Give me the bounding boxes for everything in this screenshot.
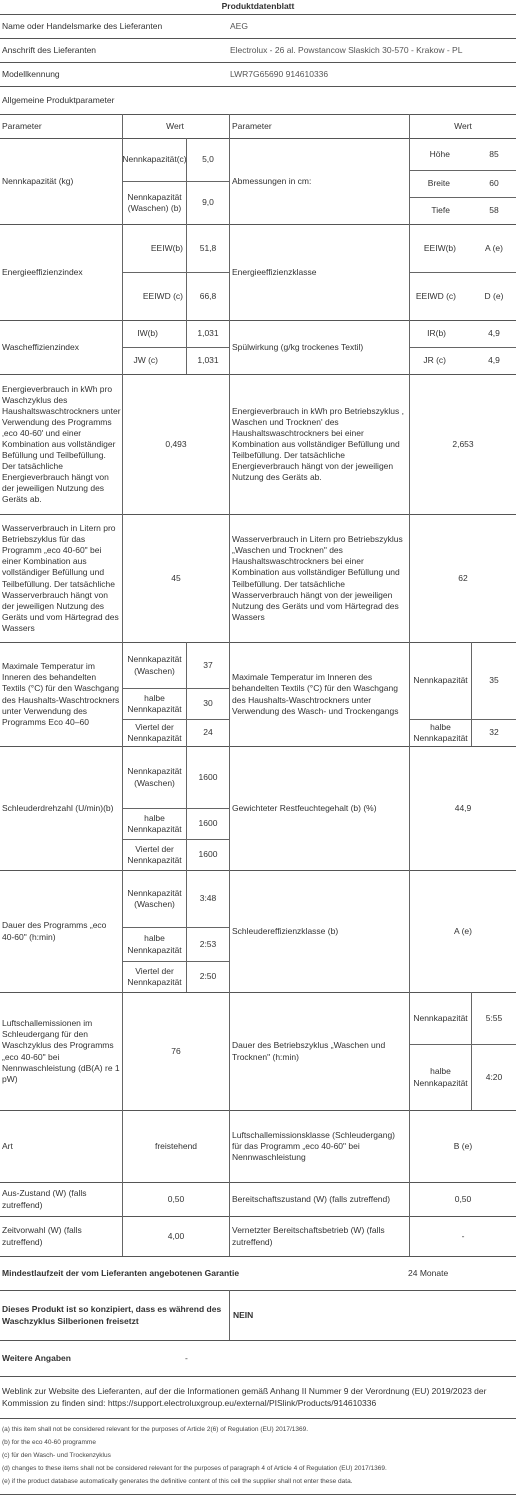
max-temp-wd-a-value: 35 [489, 675, 499, 686]
cycle-duration-a-label: Nennkapazität [413, 1012, 468, 1023]
program-duration-a-label: Nennkapazität (Waschen) [127, 887, 182, 909]
depth-value: 58 [489, 205, 499, 216]
standby-value: 0,50 [454, 1193, 472, 1204]
col-header-param-2: Parameter [232, 120, 272, 131]
dimensions-label: Abmessungen in cm: [232, 175, 312, 186]
col-header-value: Wert [166, 120, 184, 131]
width-value: 60 [489, 178, 499, 189]
more-info-label: Weitere Angaben [2, 1352, 71, 1363]
supplier-address-label: Anschrift des Lieferanten [2, 44, 97, 55]
cycle-duration-b-label: halbe Nennkapazität [413, 1066, 468, 1088]
spin-speed-b-value: 1600 [198, 818, 218, 829]
eei-label: Energieeffizienzindex [2, 266, 83, 277]
max-temp-a-label: Nennkapazität (Waschen) [127, 654, 182, 676]
eekwd-label: EEIWD (c) [415, 290, 456, 301]
energy-consumption-value: 0,493 [165, 438, 187, 449]
iw-label: IW(b) [137, 328, 158, 339]
program-duration-b-value: 2:53 [199, 938, 217, 949]
silver-ions-label: Dieses Produkt ist so konzipiert, dass es während des Waschzyklus Silberionen freisetzt [2, 1304, 222, 1326]
width-label: Breite [427, 178, 450, 189]
max-temp-b-label: halbe Nennkapazität [127, 692, 182, 714]
capacity-b-value: 9,0 [202, 197, 214, 208]
footnote-c: (c) für den Wasch- und Trockenzyklus [2, 1452, 111, 1459]
footnote-d: (d) changes to these items shall not be considered relevant for the purposes of paragraph 4 of Article 4 of Regulation (EU) 2017/1369. [2, 1465, 387, 1472]
wash-efficiency-label: Wascheffizienzindex [2, 341, 80, 352]
program-duration-b-label: halbe Nennkapazität [127, 933, 182, 955]
cycle-duration-b-value: 4:20 [485, 1071, 503, 1082]
jr-label: JR (c) [423, 355, 446, 366]
eeiw-value: 51,8 [199, 242, 217, 253]
model-id: LWR7G65690 914610336 [230, 68, 329, 79]
iw-value: 1,031 [197, 328, 219, 339]
spin-class-value: A (e) [454, 925, 472, 936]
noise-label: Luftschallemissionen im Schleudergang für den Waschzyklus des Programms „eco 40-60" bei Nennwaschleistung (dB(A) re 1 pW) [2, 1018, 120, 1084]
jw-label: JW (c) [133, 355, 158, 366]
off-mode-value: 0,50 [167, 1193, 185, 1204]
rinse-label: Spülwirkung (g/kg trockenes Textil) [232, 341, 364, 352]
capacity-label: Nennkapazität (kg) [2, 175, 74, 186]
col-header-value-2: Wert [454, 120, 472, 131]
footnote-a: (a) this item shall not be considered relevant for the purposes of Article 2(6) of Regulation (EU) 2017/1369. [2, 1426, 309, 1433]
energy-consumption-wd-label: Energieverbrauch in kWh pro Betriebszyklus , Waschen und Trocknen' des Haushaltswaschtrockners bei einer Kombination aus vollständiger Befüllung und Teilbefüllung. Der tatsächliche Energieverbrauch hängt von der jeweiligen Nutzung des Geräts ab. [232, 405, 404, 483]
program-duration-a-value: 3:48 [199, 893, 217, 904]
jr-value: 4,9 [488, 355, 500, 366]
max-temp-c-value: 24 [203, 727, 213, 738]
model-label: Modellkennung [2, 68, 60, 79]
page-title: Produktdatenblatt [221, 1, 295, 11]
supplier-name: AEG [230, 20, 248, 31]
eekw-value: A (e) [485, 242, 503, 253]
col-header-param: Parameter [2, 120, 42, 131]
max-temp-wd-b-label: halbe Nennkapazität [413, 721, 468, 743]
noise-value: 76 [171, 1045, 181, 1056]
depth-label: Tiefe [431, 205, 450, 216]
cycle-duration-a-value: 5:55 [485, 1012, 503, 1023]
water-consumption-wd-label: Wasserverbrauch in Litern pro Betriebszyklus „Waschen und Trocknen" des Haushaltswaschtrockners bei einer Kombination aus vollständiger Befüllung und Teilbefüllung. Der tatsächliche Wasserverbrauch hängt von der jeweiligen Nutzung des Geräts und vom Härtegrad des Wassers [232, 534, 403, 622]
warranty-label: Mindestlaufzeit der vom Lieferanten angebotenen Garantie [2, 1267, 240, 1278]
eeiwd-label: EEIWD (c) [142, 290, 183, 301]
max-temp-wd-label: Maximale Temperatur im Inneren des behandelten Textils (°C) für den Waschgang des Haushalts-Waschtrockners unter Verwendung des Wasch- und Trockengangs [232, 672, 399, 716]
spin-speed-c-value: 1600 [198, 849, 218, 860]
supplier-name-label: Name oder Handelsmarke des Lieferanten [2, 20, 163, 31]
type-label: Art [2, 1140, 13, 1151]
max-temp-wd-a-label: Nennkapazität [413, 675, 468, 686]
eeiw-label: EEIW(b) [150, 242, 183, 253]
eeiwd-value: 66,8 [199, 290, 217, 301]
spin-speed-b-label: halbe Nennkapazität [127, 812, 182, 834]
off-mode-label: Aus-Zustand (W) (falls zutreffend) [2, 1188, 87, 1210]
spin-speed-c-label: Viertel der Nennkapazität [127, 843, 182, 865]
jw-value: 1,031 [197, 355, 219, 366]
residual-moisture-value: 44,9 [454, 802, 472, 813]
energy-class-label: Energieeffizienzklasse [232, 266, 317, 277]
height-label: Höhe [429, 148, 450, 159]
water-consumption-label: Wasserverbrauch in Litern pro Betriebszyklus für das Programm „eco 40-60" bei einer Kombination aus vollständiger Befüllung und Teilbefüllung. Der tatsächliche Wasserverbrauch hängt von der jeweiligen Nutzung des Geräts und vom Härtegrad des Wassers [2, 523, 119, 633]
footnote-b: (b) for the eco 40-60 programme [2, 1439, 96, 1446]
eekw-label: EEIW(b) [423, 242, 456, 253]
capacity-b-label: Nennkapazität (Waschen) (b) [127, 191, 182, 213]
program-duration-c-label: Viertel der Nennkapazität [127, 965, 182, 987]
general-heading: Allgemeine Produktparameter [2, 94, 115, 105]
program-duration-c-value: 2:50 [199, 971, 217, 982]
noise-class-value: B (e) [453, 1140, 473, 1151]
warranty-value: 24 Monate [408, 1267, 449, 1278]
delay-start-value: 4,00 [167, 1230, 185, 1241]
water-consumption-value: 45 [171, 572, 181, 583]
capacity-a-value: 5,0 [202, 154, 214, 165]
ir-value: 4,9 [488, 328, 500, 339]
supplier-weblink[interactable]: Weblink zur Website des Lieferanten, auf der die Informationen gemäß Anhang II Nummer 9 der Verordnung (EU) 2019/2023 der Kommission zu finden sind: https://support.electroluxgroup.eu/external/PISlink/Products/914610336 [2, 1386, 487, 1408]
max-temp-c-label: Viertel der Nennkapazität [127, 721, 182, 743]
spin-speed-label: Schleuderdrehzahl (U/min)(b) [2, 802, 114, 813]
delay-start-label: Zeitvorwahl (W) (falls zutreffend) [2, 1225, 82, 1247]
program-duration-label: Dauer des Programms „eco 40-60" (h:min) [2, 920, 107, 942]
standby-label: Bereitschaftszustand (W) (falls zutreffend) [232, 1193, 391, 1204]
spin-speed-a-value: 1600 [198, 771, 218, 782]
ir-label: IR(b) [427, 328, 446, 339]
max-temp-b-value: 30 [203, 698, 213, 709]
footnote-e: (e) if the product database automatically generates the definitive content of this cell the supplier shall not enter these data. [2, 1478, 353, 1485]
type-value: freistehend [154, 1140, 198, 1151]
noise-class-label: Luftschallemissionsklasse (Schleudergang) für das Programm „eco 40-60" bei Nennwaschleistung [232, 1129, 395, 1163]
supplier-address: Electrolux - 26 al. Powstancow Slaskich 30-570 - Krakow - PL [230, 44, 463, 55]
capacity-a-label: Nennkapazität(c) [122, 154, 187, 165]
residual-moisture-label: Gewichteter Restfeuchtegehalt (b) (%) [232, 802, 377, 813]
water-consumption-wd-value: 62 [458, 572, 468, 583]
more-info-value: - [185, 1352, 188, 1363]
silver-ions-value: NEIN [233, 1309, 254, 1320]
height-value: 85 [489, 148, 499, 159]
eekwd-value: D (e) [484, 290, 504, 301]
energy-consumption-wd-value: 2,653 [452, 438, 474, 449]
networked-standby-label: Vernetzter Bereitschaftsbetrieb (W) (falls zutreffend) [232, 1225, 385, 1247]
networked-standby-value: - [461, 1230, 465, 1241]
spin-speed-a-label: Nennkapazität (Waschen) [127, 766, 182, 788]
spin-class-label: Schleudereffizienzklasse (b) [232, 925, 339, 936]
max-temp-a-value: 37 [203, 659, 213, 670]
max-temp-wd-b-value: 32 [489, 727, 499, 738]
energy-consumption-label: Energieverbrauch in kWh pro Waschzyklus des Haushaltswaschtrockners unter Verwendung des Programms ‚eco 40-60' und einer Kombination aus vollständiger Befüllung und Teilbefüllung. Der tatsächliche Energieverbrauch hängt von der jeweiligen Nutzung des Geräts ab. [2, 383, 121, 505]
cycle-duration-label: Dauer des Betriebszyklus „Waschen und Trocknen" (h:min) [232, 1040, 386, 1062]
max-temp-label: Maximale Temperatur im Inneren des behandelten Textils (°C) für den Waschgang des Haushalts-Waschtrockners unter Verwendung des Programms Eco 40–60 [2, 661, 120, 727]
